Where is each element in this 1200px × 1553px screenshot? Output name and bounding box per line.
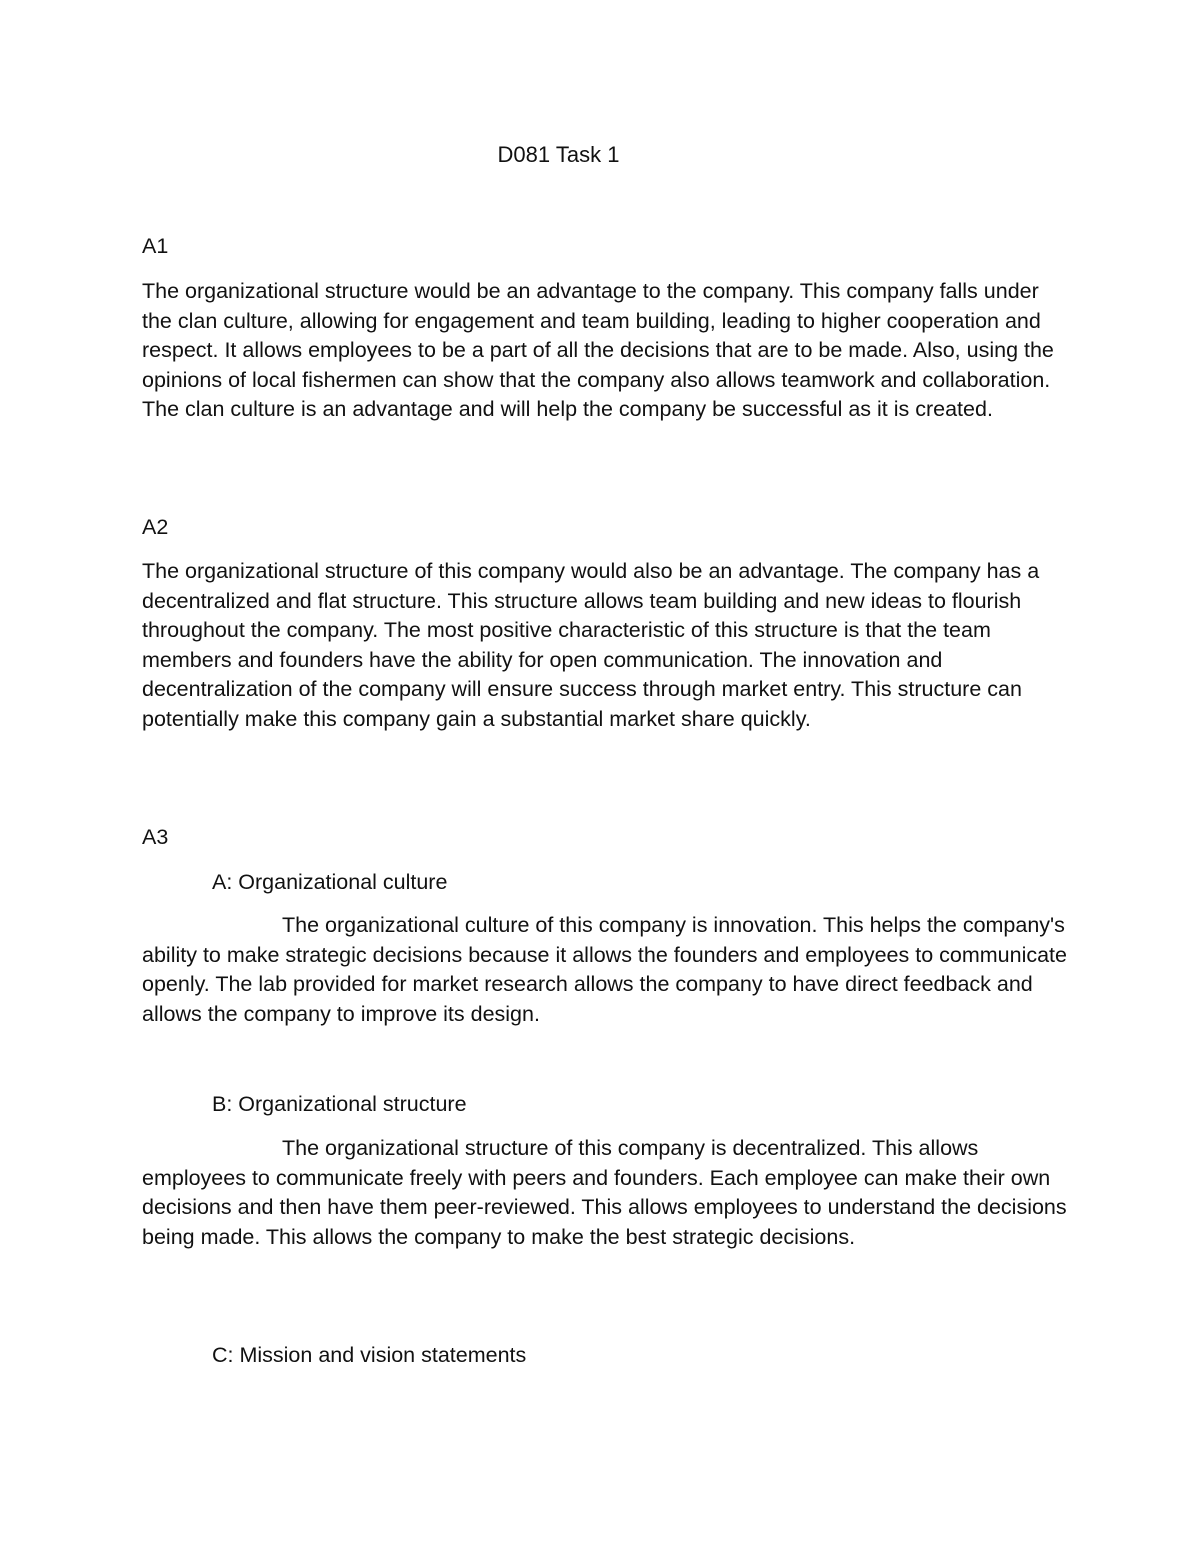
- section-paragraph-a2: The organizational structure of this company would also be an advantage. The company has a decentralized and flat structure. This structure allows team building and new ideas to flourish throughout the company. The most positive characteristic of this structure is that the team members and founders have the ability for open communication. The innovation and decentralization of the company will ensure success through market entry. This structure can potentially make this company gain a substantial market share quickly.: [142, 559, 1040, 731]
- section-heading-a3: A3: [142, 825, 169, 849]
- section-heading-a1: A1: [142, 234, 169, 258]
- subsection-heading-organizational-structure: B: Organizational structure: [212, 1092, 467, 1116]
- section-paragraph-a1: The organizational structure would be an advantage to the company. This company falls under the clan culture, allowing for engagement and team building, leading to higher cooperation and respect. It allows employees to be a part of all the decisions that are to be made. Also, using the opinions of local fishermen can show that the company also allows teamwork and collaboration. The clan culture is an advantage and will help the company be successful as it is created.: [142, 279, 1054, 421]
- document-title: D081 Task 1: [497, 142, 620, 167]
- subsection-paragraph-organizational-structure: The organizational structure of this company is decentralized. This allows employees to communicate freely with peers and founders. Each employee can make their own decisions and then have them peer-reviewed. This allows employees to understand the decisions being made. This allows the company to make the best strategic decisions.: [142, 1136, 1067, 1249]
- subsection-paragraph-organizational-culture: The organizational culture of this company is innovation. This helps the company's ability to make strategic decisions because it allows the founders and employees to communicate openly. The lab provided for market research allows the company to have direct feedback and allows the company to improve its design.: [142, 913, 1067, 1026]
- subsection-heading-organizational-culture: A: Organizational culture: [212, 870, 448, 894]
- section-heading-a2: A2: [142, 515, 169, 539]
- subsection-heading-mission-vision: C: Mission and vision statements: [212, 1343, 527, 1367]
